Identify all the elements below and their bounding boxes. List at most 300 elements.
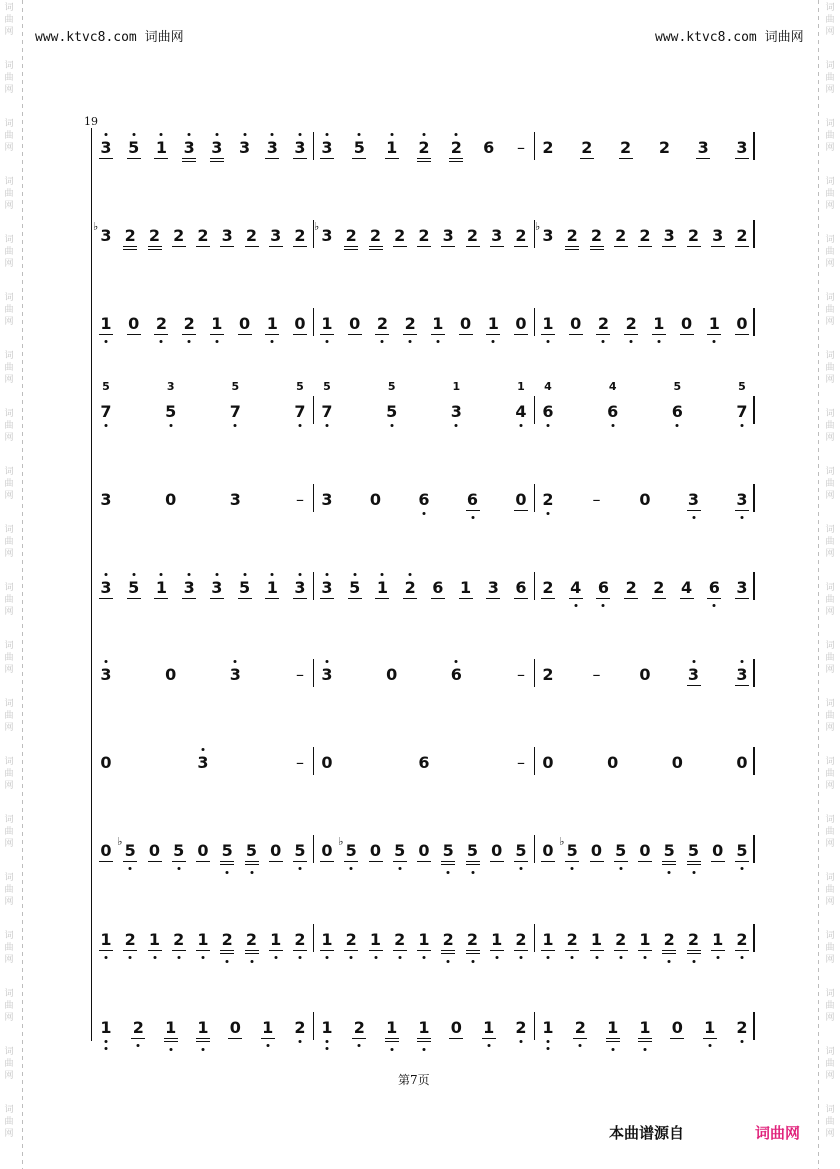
note — [704, 1018, 716, 1038]
bar-line — [753, 924, 755, 952]
low-octave-dot — [520, 424, 523, 427]
note-digit: 0 — [128, 314, 140, 333]
eighth-beam — [638, 1038, 652, 1039]
note — [671, 753, 683, 773]
low-octave-dot — [447, 960, 450, 963]
note-digit: 2 — [294, 930, 306, 949]
note-digit: 0 — [680, 314, 693, 333]
eighth-beam — [220, 950, 234, 951]
eighth-beam — [196, 1038, 210, 1039]
eighth-beam — [624, 598, 638, 599]
note-digit: 0 — [491, 841, 503, 860]
low-octave-dot — [105, 956, 108, 959]
note-digit: 3 — [229, 665, 241, 684]
low-octave-dot — [692, 871, 695, 874]
note-digit: 2 — [245, 226, 258, 245]
note-digit: 0 — [148, 841, 161, 860]
note-digit: 3 — [712, 226, 724, 245]
note-digit: 2 — [173, 930, 185, 949]
note — [165, 402, 177, 422]
note — [149, 841, 161, 861]
low-octave-dot — [226, 960, 229, 963]
bar-line — [534, 659, 535, 687]
high-octave-dot — [243, 573, 246, 576]
watermark-glyph: 词 曲 网 — [825, 699, 835, 733]
note-digit: 6 — [450, 665, 462, 684]
eighth-beam — [182, 598, 196, 599]
note — [321, 665, 333, 685]
note — [542, 402, 554, 422]
note-digit: 0 — [570, 314, 582, 333]
low-octave-dot — [299, 424, 302, 427]
low-octave-dot — [423, 1048, 426, 1051]
eighth-beam — [348, 334, 362, 335]
note — [688, 226, 700, 246]
note-digit: 3 — [270, 226, 282, 245]
high-octave-dot — [326, 660, 329, 663]
note-digit: 2 — [124, 930, 136, 949]
note-digit: 2 — [620, 138, 632, 157]
eighth-beam — [662, 861, 676, 862]
bar-line — [753, 220, 755, 248]
eighth-beam — [375, 334, 389, 335]
eighth-beam — [565, 861, 579, 862]
low-octave-dot — [644, 1048, 647, 1051]
eighth-beam — [441, 246, 455, 247]
note — [183, 314, 195, 334]
note-digit: 3 — [266, 138, 278, 157]
eighth-beam — [320, 598, 334, 599]
watermark-glyph: 词 曲 网 — [825, 235, 835, 269]
note — [149, 226, 161, 246]
eighth-beam — [172, 950, 186, 951]
eighth-beam — [711, 861, 725, 862]
low-octave-dot — [619, 956, 622, 959]
eighth-beam — [662, 950, 676, 951]
watermark-glyph: 词 曲 网 — [825, 583, 835, 617]
note — [570, 314, 582, 334]
note — [736, 402, 748, 422]
eighth-beam — [352, 158, 366, 159]
low-octave-dot — [350, 867, 353, 870]
eighth-beam — [514, 334, 528, 335]
note — [542, 1018, 554, 1038]
note — [321, 1018, 333, 1038]
note-digit: 2 — [663, 930, 675, 949]
note — [239, 138, 251, 158]
note-digit: 2 — [345, 226, 357, 245]
note-digit: 3 — [321, 665, 333, 684]
watermark-glyph: 词 曲 网 — [4, 583, 14, 617]
note-digit: 5 — [615, 841, 627, 860]
note — [376, 314, 388, 334]
upper-voice-note: 5 — [738, 380, 746, 393]
note — [394, 226, 406, 246]
note-digit: 1 — [100, 930, 112, 949]
eighth-beam — [245, 246, 259, 247]
eighth-beam — [269, 950, 283, 951]
eighth-beam — [369, 950, 383, 951]
low-octave-dot — [129, 956, 132, 959]
upper-voice-note: 5 — [387, 380, 396, 393]
bar-line — [534, 747, 535, 775]
watermark-glyph: 词 曲 网 — [4, 61, 14, 95]
header-site-name: 词曲网 — [144, 30, 184, 45]
high-octave-dot — [271, 133, 274, 136]
note-digit: 2 — [597, 314, 609, 333]
note — [736, 314, 748, 334]
low-octave-dot — [215, 340, 218, 343]
note — [653, 578, 665, 598]
eighth-beam — [196, 246, 210, 247]
low-octave-dot — [668, 871, 671, 874]
low-octave-dot — [692, 516, 695, 519]
low-octave-dot — [713, 604, 716, 607]
low-octave-dot — [630, 340, 633, 343]
note-digit: 0 — [607, 753, 619, 772]
note-digit: 3 — [294, 578, 306, 597]
note — [559, 835, 578, 861]
low-octave-dot — [226, 871, 229, 874]
high-octave-dot — [326, 133, 329, 136]
eighth-beam — [293, 334, 307, 335]
note — [625, 578, 637, 598]
note-digit: 1 — [704, 1018, 716, 1037]
note — [294, 578, 306, 598]
eighth-beam — [344, 246, 358, 247]
note-digit: 1 — [321, 314, 333, 333]
note-digit: – — [517, 665, 525, 684]
note — [370, 841, 382, 861]
low-octave-dot — [492, 340, 495, 343]
sixteenth-beam — [466, 864, 480, 865]
note-digit: 0 — [165, 665, 177, 684]
note-digit: 6 — [607, 402, 619, 421]
low-octave-dot — [398, 956, 401, 959]
note — [542, 665, 554, 685]
note — [321, 841, 333, 861]
note — [450, 1018, 462, 1038]
upper-voice-note: 5 — [673, 380, 682, 393]
note-digit: 1 — [155, 578, 167, 597]
eighth-beam — [417, 158, 431, 159]
note — [386, 402, 398, 422]
note-digit: 0 — [671, 753, 683, 772]
note-digit: 2 — [442, 930, 454, 949]
note — [266, 138, 278, 158]
note — [100, 578, 112, 598]
note-digit: 2 — [369, 226, 382, 245]
eighth-beam — [369, 861, 383, 862]
eighth-beam — [245, 861, 259, 862]
note — [535, 220, 554, 246]
sixteenth-beam — [245, 864, 259, 865]
source-site-link[interactable]: 词曲网 — [755, 1124, 801, 1142]
note — [460, 578, 472, 598]
eighth-beam — [569, 598, 583, 599]
note-digit: 5 — [165, 402, 177, 421]
watermark-glyph: 词 曲 网 — [4, 699, 14, 733]
eighth-beam — [490, 246, 504, 247]
note-digit: 0 — [515, 314, 527, 333]
eighth-beam — [154, 158, 168, 159]
note — [542, 930, 554, 950]
note — [132, 1018, 144, 1038]
note — [197, 1018, 209, 1038]
note — [581, 138, 593, 158]
note-digit: 5 — [294, 841, 306, 860]
note-digit: 5 — [349, 578, 361, 597]
eighth-beam — [687, 950, 701, 951]
note-digit: 5 — [687, 841, 700, 860]
eighth-beam — [687, 685, 701, 686]
low-octave-dot — [326, 424, 329, 427]
eighth-beam — [624, 334, 638, 335]
high-octave-dot — [741, 660, 744, 663]
watermark-glyph: 词 曲 网 — [825, 119, 835, 153]
note — [418, 138, 430, 158]
sixteenth-beam — [441, 864, 455, 865]
low-octave-dot — [547, 424, 550, 427]
eighth-beam — [735, 598, 749, 599]
note — [155, 138, 167, 158]
note-digit: 1 — [386, 138, 398, 157]
eighth-beam — [614, 861, 628, 862]
duration-dash — [591, 665, 603, 685]
note-digit: 2 — [515, 1018, 527, 1037]
note-digit: 2 — [466, 226, 479, 245]
note-digit: 3 — [100, 226, 112, 245]
eighth-beam — [735, 510, 749, 511]
header-url[interactable]: www.ktvc8.com — [655, 30, 757, 45]
low-octave-dot — [105, 340, 108, 343]
sixteenth-beam — [417, 161, 431, 162]
note — [321, 578, 333, 598]
note-digit: 2 — [404, 314, 416, 333]
eighth-beam — [320, 861, 334, 862]
watermark-glyph: 词 曲 网 — [825, 293, 835, 327]
note — [625, 314, 637, 334]
low-octave-dot — [326, 1040, 329, 1043]
note — [615, 841, 627, 861]
note-digit: 0 — [736, 314, 748, 333]
upper-voice-note: 5 — [231, 380, 240, 393]
note — [353, 1018, 365, 1038]
high-octave-dot — [299, 133, 302, 136]
low-octave-dot — [619, 867, 622, 870]
eighth-beam — [735, 950, 749, 951]
note — [418, 226, 430, 246]
bar-line — [313, 396, 314, 424]
note-digit: 2 — [653, 578, 665, 597]
watermark-glyph: 词 曲 网 — [4, 757, 14, 791]
note — [221, 841, 233, 861]
note — [736, 226, 748, 246]
note — [483, 138, 495, 158]
low-octave-dot — [611, 1048, 614, 1051]
note — [597, 314, 609, 334]
note — [370, 490, 382, 510]
note-digit: 1 — [321, 1018, 333, 1037]
note — [229, 490, 241, 510]
note-digit: 0 — [736, 753, 748, 772]
high-octave-dot — [160, 573, 163, 576]
score-row — [0, 578, 840, 638]
note — [432, 314, 444, 334]
note-digit: 1 — [590, 930, 603, 949]
low-octave-dot — [602, 604, 605, 607]
flat-sign: ♭ — [559, 835, 565, 848]
sixteenth-beam — [220, 864, 234, 865]
note — [432, 578, 444, 598]
low-octave-dot — [105, 1047, 108, 1050]
sixteenth-beam — [385, 1041, 399, 1042]
note — [542, 578, 554, 598]
low-octave-dot — [547, 1047, 550, 1050]
note — [266, 314, 278, 334]
score-row — [0, 930, 840, 990]
eighth-beam — [441, 861, 455, 862]
note-digit: 1 — [211, 314, 223, 333]
low-octave-dot — [137, 1044, 140, 1047]
note — [314, 220, 333, 246]
note — [450, 138, 462, 158]
note — [349, 578, 361, 598]
note — [515, 226, 527, 246]
note — [442, 841, 454, 861]
eighth-beam — [127, 158, 141, 159]
eighth-beam — [148, 861, 162, 862]
eighth-beam — [466, 510, 480, 511]
header-left[interactable] — [35, 26, 184, 45]
low-octave-dot — [520, 956, 523, 959]
note-digit: 3 — [736, 578, 748, 597]
note-digit: 6 — [466, 490, 479, 509]
eighth-beam — [269, 861, 283, 862]
note-digit: – — [517, 753, 525, 772]
bar-line — [753, 572, 755, 600]
score-row — [0, 490, 840, 550]
note-digit: 6 — [597, 578, 609, 597]
eighth-beam — [541, 598, 555, 599]
low-octave-dot — [571, 867, 574, 870]
score-row — [0, 665, 840, 725]
note — [515, 490, 527, 510]
eighth-beam — [238, 598, 252, 599]
bar-line — [313, 132, 314, 160]
eighth-beam — [696, 158, 710, 159]
note — [708, 314, 720, 334]
eighth-beam — [652, 334, 666, 335]
eighth-beam — [614, 246, 628, 247]
high-octave-dot — [326, 573, 329, 576]
header-right[interactable] — [655, 26, 804, 45]
note-digit: 0 — [671, 1018, 683, 1037]
note-digit: 4 — [570, 578, 582, 597]
note-digit: 3 — [736, 138, 748, 157]
note — [394, 930, 406, 950]
note — [345, 226, 357, 246]
watermark-glyph: 词 曲 网 — [825, 873, 835, 907]
upper-voice-note: 4 — [608, 380, 617, 393]
eighth-beam — [99, 598, 113, 599]
note — [211, 314, 223, 334]
high-octave-dot — [188, 573, 191, 576]
low-octave-dot — [708, 1044, 711, 1047]
note-digit: 2 — [625, 314, 637, 333]
note — [246, 226, 258, 246]
high-octave-dot — [381, 573, 384, 576]
note — [294, 841, 306, 861]
note-digit: 5 — [124, 841, 136, 860]
sixteenth-beam — [369, 249, 383, 250]
note — [294, 1018, 306, 1038]
note-digit: 5 — [663, 841, 675, 860]
note — [688, 930, 700, 950]
bar-line — [534, 835, 535, 863]
low-octave-dot — [471, 516, 474, 519]
note — [712, 930, 724, 950]
note-digit: 5 — [345, 841, 357, 860]
note — [736, 841, 748, 861]
bar-line — [753, 1012, 755, 1040]
note — [100, 930, 112, 950]
note-digit: 1 — [491, 930, 503, 949]
note-digit: 5 — [245, 841, 258, 860]
note — [591, 930, 603, 950]
note — [712, 841, 724, 861]
eighth-beam — [569, 334, 583, 335]
eighth-beam — [320, 950, 334, 951]
note — [338, 835, 357, 861]
eighth-beam — [735, 334, 749, 335]
note — [681, 578, 693, 598]
note-digit: 3 — [542, 226, 554, 245]
eighth-beam — [486, 598, 500, 599]
note-digit: 2 — [221, 930, 233, 949]
note-digit: 5 — [386, 402, 398, 421]
high-octave-dot — [299, 573, 302, 576]
note-digit: – — [592, 665, 601, 684]
note-digit: 0 — [369, 841, 382, 860]
eighth-beam — [123, 861, 137, 862]
note-digit: 1 — [639, 930, 651, 949]
note-digit: 1 — [432, 314, 444, 333]
note-digit: 1 — [653, 314, 665, 333]
header-url[interactable]: www.ktvc8.com — [35, 30, 137, 45]
note — [597, 578, 609, 598]
eighth-beam — [293, 950, 307, 951]
low-octave-dot — [381, 340, 384, 343]
eighth-beam — [196, 950, 210, 951]
bar-line — [534, 308, 535, 336]
low-octave-dot — [326, 956, 329, 959]
note — [349, 314, 361, 334]
eighth-beam — [269, 246, 283, 247]
note-digit: 0 — [238, 314, 251, 333]
note-digit: 2 — [515, 930, 527, 949]
note-digit: 1 — [148, 930, 161, 949]
watermark-glyph: 词 曲 网 — [4, 293, 14, 327]
eighth-beam — [606, 1038, 620, 1039]
sixteenth-beam — [590, 249, 604, 250]
note-digit: 2 — [574, 1018, 586, 1037]
note-digit: 2 — [566, 226, 578, 245]
note — [487, 578, 499, 598]
note-digit: 1 — [155, 138, 167, 157]
note-digit: 2 — [615, 226, 627, 245]
sixteenth-beam — [210, 161, 224, 162]
